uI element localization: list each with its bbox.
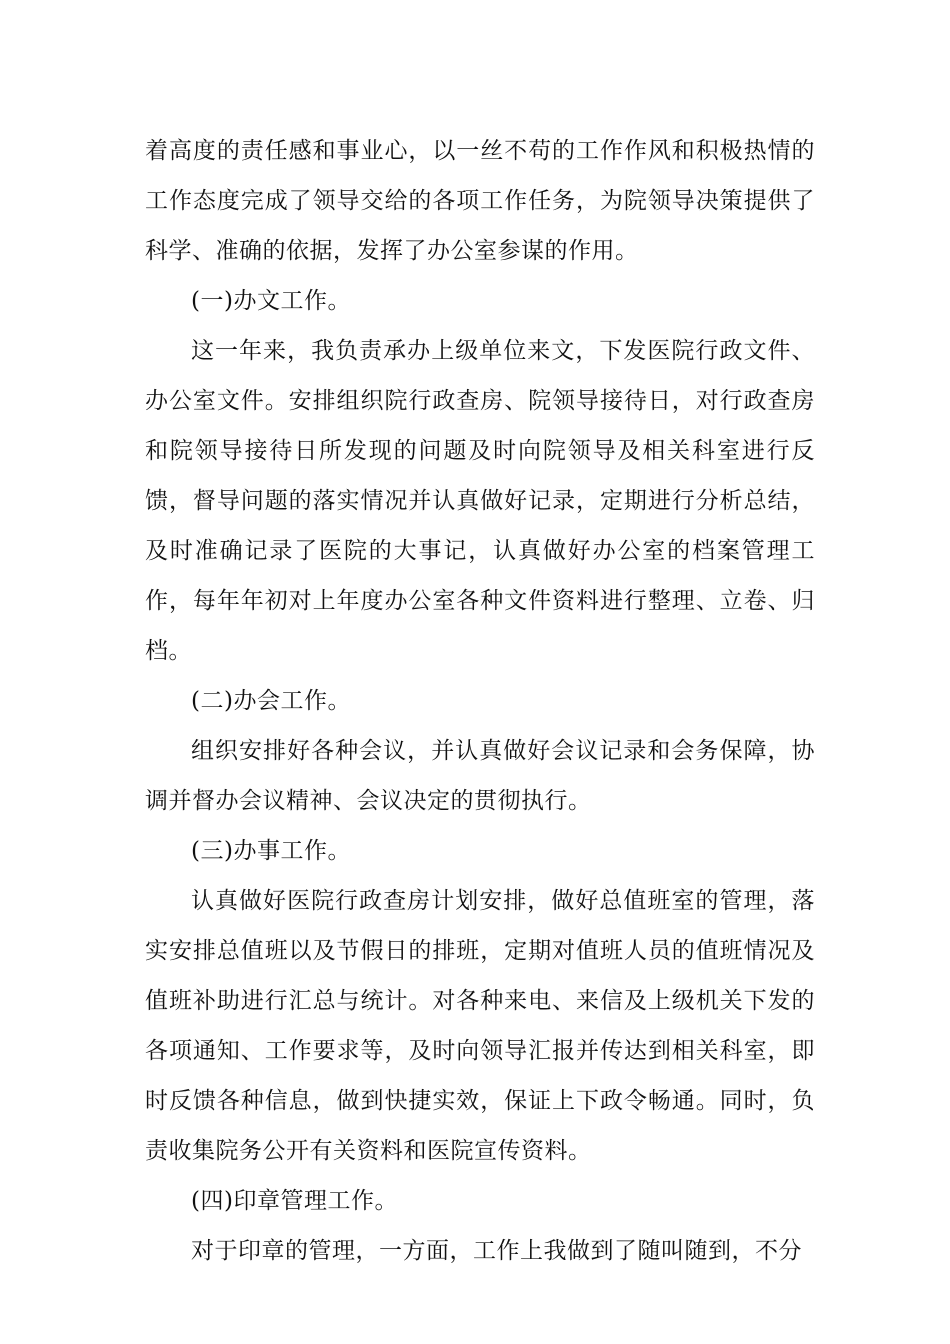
paragraph-document-work: 这一年来，我负责承办上级单位来文，下发医院行政文件、办公室文件。安排组织院行政查房、院领导接待日，对行政查房和院领导接待日所发现的问题及时向院领导及相关科室进行反馈，督导问题的落实情况并认真做好记录，定期进行分析总结，及时准确记录了医院的大事记，认真做好办公室的档案管理工作，每年年初对上年度办公室各种文件资料进行整理、立卷、归档。	[145, 338, 815, 664]
section-heading-4: (四)印章管理工作。	[191, 1188, 398, 1214]
section-heading-2: (二)办会工作。	[191, 688, 351, 714]
section-heading-3: (三)办事工作。	[191, 838, 351, 864]
document-body	[145, 126, 815, 1276]
paragraph-affairs-work: 认真做好医院行政查房计划安排，做好总值班室的管理，落实安排总值班以及节假日的排班，定期对值班人员的值班情况及值班补助进行汇总与统计。对各种来电、来信及上级机关下发的各项通知、工作要求等，及时向领导汇报并传达到相关科室，即时反馈各种信息，做到快捷实效，保证上下政令畅通。同时，负责收集院务公开有关资料和医院宣传资料。	[145, 888, 815, 1164]
paragraph-continuation: 着高度的责任感和事业心，以一丝不苟的工作作风和积极热情的工作态度完成了领导交给的各项工作任务，为院领导决策提供了科学、准确的依据，发挥了办公室参谋的作用。	[145, 138, 815, 264]
paragraph-meeting-work: 组织安排好各种会议，并认真做好会议记录和会务保障，协调并督办会议精神、会议决定的贯彻执行。	[145, 738, 815, 814]
section-heading-1: (一)办文工作。	[191, 288, 351, 314]
paragraph-seal-management: 对于印章的管理，一方面，工作上我做到了随叫随到，不分	[191, 1238, 802, 1264]
